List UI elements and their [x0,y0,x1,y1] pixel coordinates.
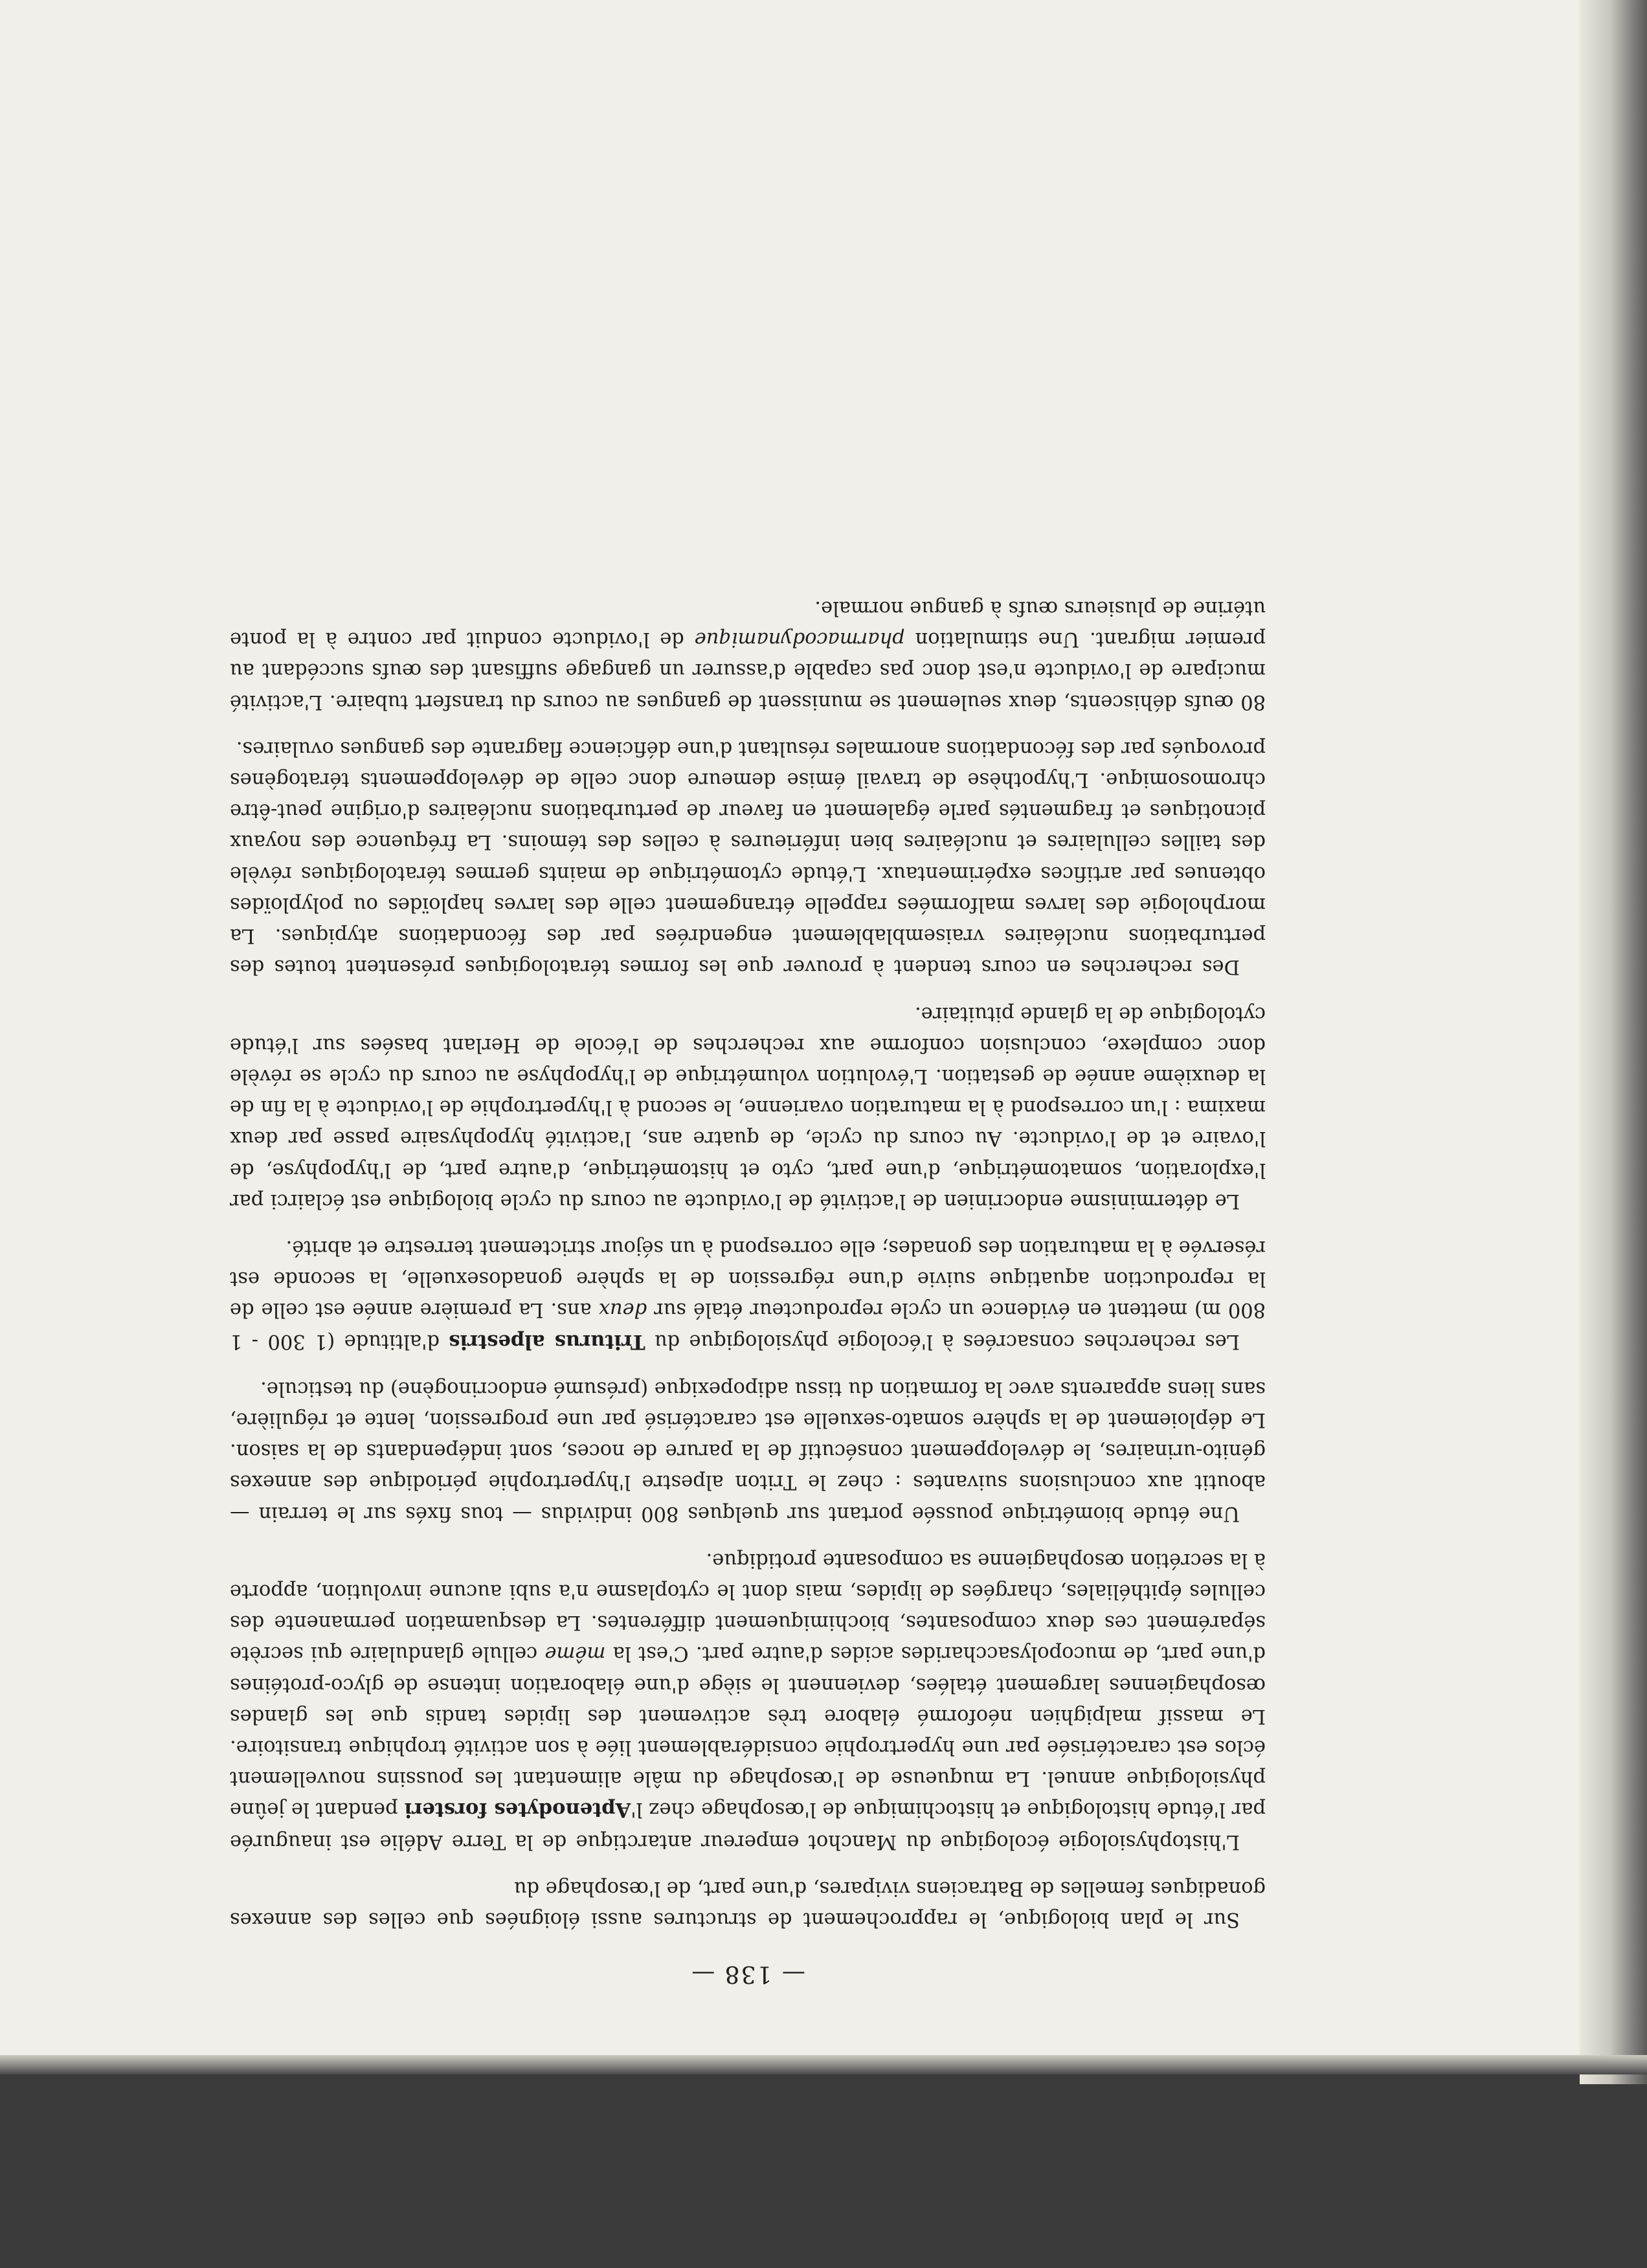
paragraph-p1 [230,1873,1266,1935]
text-segment: Des recherches en cours tendent à prouver que les formes tératologiques présentent toutes des perturbations nucléaires vraisemblablement engendrées par des fécondations atypiques. La morphologie des larves malformées rappelle étrangement celle des larves haploïdes ou polyploïdes obtenues par artifices expérimentaux. L'étude cytométrique de maints germes tératologiques révèle des tailles cellulaires et nucléaires bien inférieures à celles des témoins. La fréquence des noyaux picnotiques et fragmentés parle également en faveur de perturbations nucléaires d'origine peut-être chromosomique. L'hypothèse de travail émise demeure donc celle de développements tératogènes provoqués par des fécondations anormales résultant d'une déficience flagrante des gangues ovulaires. [230,737,1266,979]
text-segment: pharmacodynamique [694,628,905,651]
text-segment: Une étude biométrique poussée portant sur quelques 800 individus — tous fixés sur le terrain — aboutit aux conclusions suivantes : chez le Triton alpestre l'hypertrophie périodique des annexes génito-urinaires, le développement consécutif de la parure de noces, sont indépendants de la saison. Le déploiement de la sphère somato-sexuelle est caractérisé par une progression, lente et régulière, sans liens apparents avec la formation du tissu adipopexique (présumé endocrinogène) du testicule. [230,1377,1266,1525]
text-body [230,592,1266,1935]
page-number: — 138 — [690,1961,805,1987]
paragraph-gap [230,982,1266,997]
text-segment: Les recherches consacrées à l'écologie physiologique du [645,1329,1240,1353]
text-segment: d'altitude (1 300 - 1 800 m) mettent en évidence un cycle reproducteur étalé sur [229,1298,1266,1353]
paragraph-p4 [230,1232,1266,1357]
page-bottom-edge [0,2055,1647,2074]
paragraph-gap [230,1529,1266,1544]
paragraph-p7 [230,592,1266,717]
text-segment: 80 œufs déhiscents, deux seulement se munissent de gangues au cours du transfert tubaire. L'activité mucipare de l'oviducte n'est donc pas capable d'assurer un gangage suffisant des œufs succédant au premier migrant. Une stimulation [230,628,1266,713]
text-segment: de l'oviducte conduit par contre à la ponte utérine de plusieurs œufs à gangue normale. [230,597,1266,651]
paragraph-gap [230,1216,1266,1232]
text-segment: pendant le jeûne physiologique annuel. La muqueuse de l'œsophage du mâle alimentant les poussins nouvellement éclos est caractérisée par une hypertrophie considérablement liée à son activité trophique transitoire. Le massif malpighien néoformé élabore très activement des lipides tandis que les glandes œsophagiennes largement étalées, deviennent le siège d'une élaboration intense de glyco-protéines d'une part, de mucopolysaccharides acides d'autre part. C'est la [230,1642,1266,1821]
page-edge-shadow [1580,0,1647,2084]
paragraph-p6 [230,733,1266,983]
page-content-inverted [230,239,1266,1987]
text-segment: L'histophysiologie écologique du Manchot empereur antarctique de la Terre Adélie est inaugurée par l'étude histologique et histochimique de l'œsophage chez l' [230,1798,1266,1853]
paragraph-gap [230,1857,1266,1873]
text-segment: Le déterminisme endocrinien de l'activité de l'oviducte au cours du cycle biologique est éclairci par l'exploration, somatométrique, d'une part, cyto et histométrique, d'autre part, de l'hypophyse, de l'ovaire et de l'oviducte. Au cours du cycle, de quatre ans, l'activité hypophysaire passe par deux maxima : l'un correspond à la maturation ovarienne, le second à l'hypertrophie de l'oviducte à la fin de la deuxième année de gestation. L'évolution volumétrique de l'hypophyse au cours du cycle se révèle donc complexe, conclusion conforme aux recherches de l'école de Herlant basées sur l'étude cytologique de la glande pituitaire. [230,1002,1266,1212]
text-segment: ans. La première année est celle de la reproduction aquatique suivie d'une régression de la sphère gonadosexuelle, la seconde est réservée à la maturation des gonades; elle correspond à un séjour strictement terrestre et abrité. [229,1236,1266,1322]
text-segment: deux [598,1298,647,1322]
text-segment: Triturus alpestris [449,1329,645,1353]
text-segment: même [544,1642,606,1665]
text-segment: Sur le plan biologique, le rapprochement de structures aussi éloignées que celles des annexes gonadiques femelles de Batraciens vivipares, d'une part, de l'œsophage du [230,1876,1266,1931]
paragraph-p2 [230,1544,1266,1857]
paragraph-p5 [230,997,1266,1216]
paragraph-gap [230,717,1266,733]
text-segment: Aptenodytes forsteri [404,1798,631,1822]
paragraph-gap [230,1357,1266,1373]
paragraph-p3 [230,1373,1266,1529]
text-segment: cellule glandulaire qui secrète séparément ces deux composantes, biochimiquement différentes. La desquamation permanente des cellules épithéliales, chargées de lipides, mais dont le cytoplasme n'a subi aucune involution, apporte à la secrétion œsophagienne sa composante protidique. [230,1548,1266,1665]
